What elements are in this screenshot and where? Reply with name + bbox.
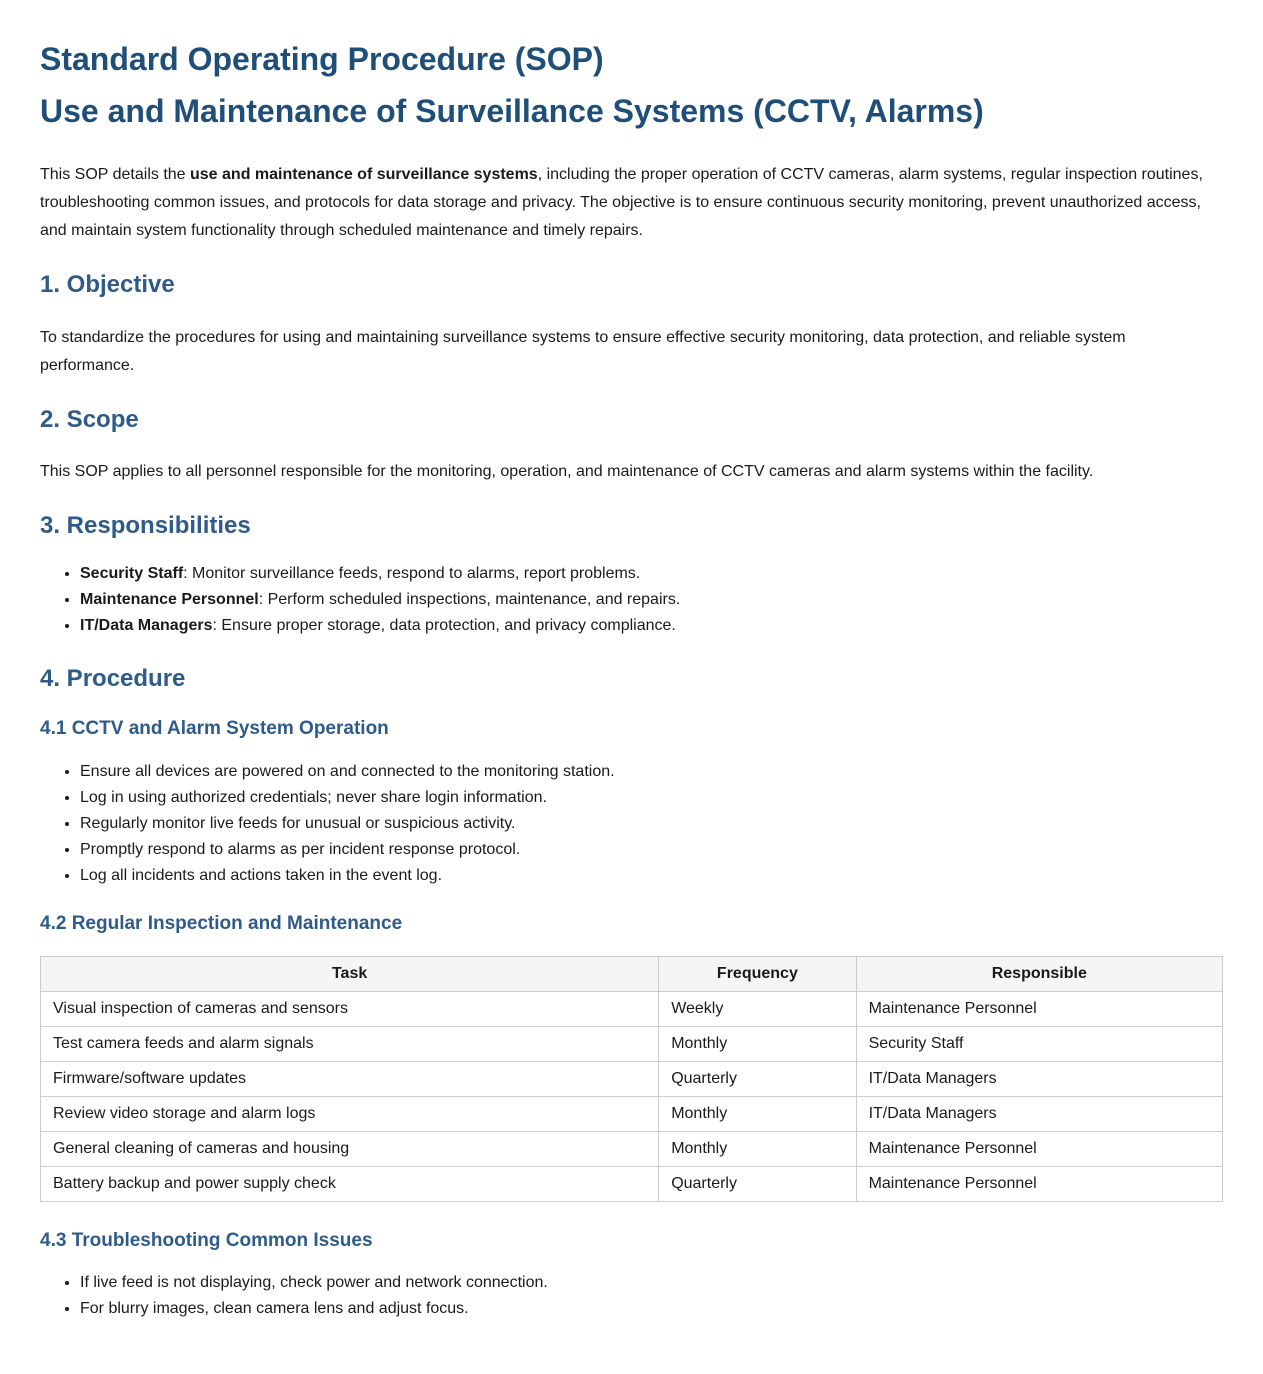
section-responsibilities-heading: 3. Responsibilities (40, 512, 251, 540)
responsibility-term: IT/Data Managers (80, 617, 213, 635)
objective-text: To standardize the procedures for using and maintaining surveillance systems to ensure effective security monitoring, data protection, and reliable system performance. (40, 328, 1126, 374)
cell-responsible: IT/Data Managers (856, 1096, 1222, 1131)
intro-text-post: , including the proper operation of CCTV cameras, alarm systems, regular inspection routines, troubleshooting common issues, and protocols for data storage and privacy. The objective is to ensure continuous security monitoring, prevent unauthorized access, and maintain system functionality through scheduled maintenance and timely repairs. (40, 165, 1203, 239)
list-item: • Regularly monitor live feeds for unusual or suspicious activity. (80, 811, 1223, 837)
cell-frequency: Monthly (659, 1096, 856, 1131)
table-row (41, 1131, 1223, 1166)
subsection-operation-heading: 4.1 CCTV and Alarm System Operation (40, 717, 389, 739)
cell-frequency: Monthly (659, 1131, 856, 1166)
table-row (41, 1026, 1223, 1061)
cell-task: Battery backup and power supply check (41, 1166, 659, 1201)
subsection-troubleshooting-heading: 4.3 Troubleshooting Common Issues (40, 1229, 373, 1251)
cell-frequency: Weekly (659, 991, 856, 1026)
column-header-frequency: Frequency (659, 956, 856, 991)
table-row (41, 991, 1223, 1026)
cell-frequency: Monthly (659, 1026, 856, 1061)
cell-frequency: Quarterly (659, 1166, 856, 1201)
cell-task: Test camera feeds and alarm signals (41, 1026, 659, 1061)
column-header-task: Task (41, 956, 659, 991)
cell-responsible: Maintenance Personnel (856, 1166, 1222, 1201)
cell-task: Firmware/software updates (41, 1061, 659, 1096)
cell-task: Review video storage and alarm logs (41, 1096, 659, 1131)
subsection-inspection-heading: 4.2 Regular Inspection and Maintenance (40, 912, 403, 934)
table-row (41, 1061, 1223, 1096)
list-item: • Log in using authorized credentials; never share login information. (80, 785, 1223, 811)
table-row (41, 1166, 1223, 1201)
cell-frequency: Quarterly (659, 1061, 856, 1096)
cell-task: General cleaning of cameras and housing (41, 1131, 659, 1166)
list-item: • Log all incidents and actions taken in the event log. (80, 863, 1223, 889)
section-objective-heading: 1. Objective (40, 270, 175, 298)
responsibility-desc: : Ensure proper storage, data protection, and privacy compliance. (212, 617, 676, 635)
cell-responsible: Maintenance Personnel (856, 1131, 1222, 1166)
column-header-responsible: Responsible (856, 956, 1222, 991)
cell-task: Visual inspection of cameras and sensors (41, 991, 659, 1026)
cell-responsible: IT/Data Managers (856, 1061, 1222, 1096)
intro-text-pre: This SOP details the (40, 165, 190, 183)
table-header-row (41, 956, 1223, 991)
list-item: • Promptly respond to alarms as per incident response protocol. (80, 837, 1223, 863)
list-item (80, 613, 1223, 639)
cell-responsible: Maintenance Personnel (856, 991, 1222, 1026)
intro-paragraph (40, 161, 1223, 245)
section-procedure-heading: 4. Procedure (40, 665, 186, 693)
doc-title: Standard Operating Procedure (SOP) (40, 41, 604, 77)
intro-text-bold: use and maintenance of surveillance systems (190, 165, 538, 183)
list-item: • Ensure all devices are powered on and connected to the monitoring station. (80, 759, 1223, 785)
list-item: • If live feed is not displaying, check power and network connection. (80, 1270, 1223, 1296)
responsibility-term: Security Staff (80, 565, 184, 583)
section-scope-heading: 2. Scope (40, 405, 139, 433)
responsibilities-list (40, 561, 1223, 639)
responsibility-desc: : Perform scheduled inspections, maintenance, and repairs. (258, 591, 681, 609)
responsibility-term: Maintenance Personnel (80, 591, 259, 609)
cell-responsible: Security Staff (856, 1026, 1222, 1061)
doc-subtitle: Use and Maintenance of Surveillance Systems (CCTV, Alarms) (40, 93, 984, 130)
list-item (80, 561, 1223, 587)
maintenance-table (40, 956, 1223, 1202)
troubleshooting-list (40, 1270, 1223, 1322)
scope-text: This SOP applies to all personnel responsible for the monitoring, operation, and maintenance of CCTV cameras and alarm systems within the facility. (40, 463, 1094, 481)
operation-list (40, 759, 1223, 889)
list-item (80, 587, 1223, 613)
table-row (41, 1096, 1223, 1131)
list-item: • For blurry images, clean camera lens and adjust focus. (80, 1296, 1223, 1322)
responsibility-desc: : Monitor surveillance feeds, respond to alarms, report problems. (183, 565, 641, 583)
